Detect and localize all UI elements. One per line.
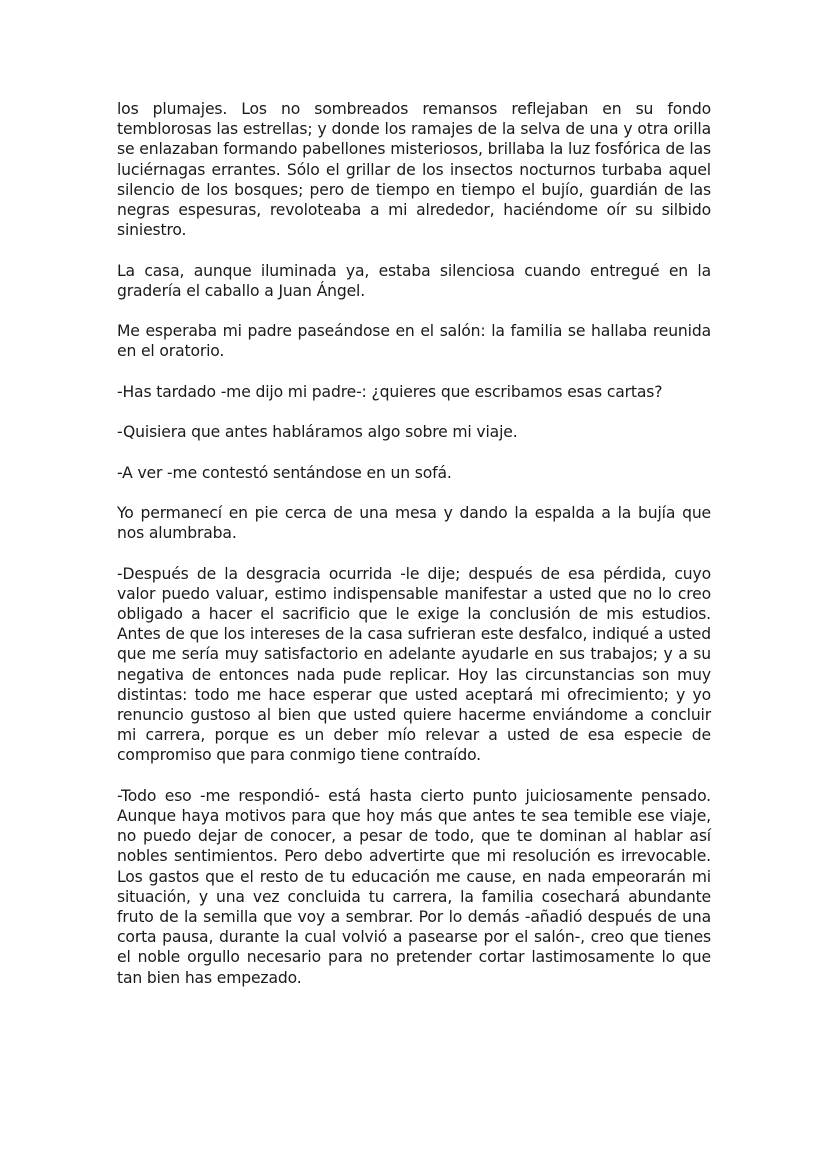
paragraph-dialogue-sofa: -A ver -me contestó sentándose en un sofá. [117, 463, 452, 482]
paragraph-night-river: los plumajes. Los no sombreados remansos reflejaban en su fondo temblorosas las estrellas; y donde los ramajes de la selva de una y otra orilla se enlazaban formando pabellones misteriosos, brillaba la luz fosfórica de las luciérnagas errantes. Sólo el grillar de los insectos nocturnos turbaba aquel silencio de los bosques; pero de tiempo en tiempo el bujío, guardián de las negras espesuras, revoloteaba a mi alrededor, haciéndome oír su silbido siniestro. [117, 100, 711, 240]
paragraph-standing: Yo permanecí en pie cerca de una mesa y dando la espalda a la bujía que nos alumbraba. [117, 503, 711, 543]
paragraph-house-arrival: La casa, aunque iluminada ya, estaba silenciosa cuando entregué en la gradería el caballo a Juan Ángel. [117, 261, 711, 300]
paragraph-dialogue-letters: -Has tardado -me dijo mi padre-: ¿quieres que escribamos esas cartas? [117, 382, 663, 401]
paragraph-father-reply: -Todo eso -me respondió- está hasta cierto punto juiciosamente pensado. Aunque haya motivos para que hoy más que antes te sea temible ese viaje, no puedo dejar de conocer, a pesar de todo, que te dominan al hablar así nobles sentimientos. Pero debo advertirte que mi resolución es irrevocable. Los gastos que el resto de tu educación me cause, en nada empeorarán mi situación, y una vez concluida tu carrera, la familia cosechará abundante fruto de la semilla que voy a sembrar. Por lo demás -añadió después de una corta pausa, durante la cual volvió a pasearse por el salón-, creo que tienes el noble orgullo necesario para no pretender cortar lastimosamente lo que tan bien has empezado. [117, 786, 711, 987]
document-page [117, 99, 711, 1008]
paragraph-son-offer: -Después de la desgracia ocurrida -le dije; después de esa pérdida, cuyo valor puedo valuar, estimo indispensable manifestar a usted que no lo creo obligado a hacer el sacrificio que le exige la conclusión de mis estudios. Antes de que los intereses de la casa sufrieran este desfalco, indiqué a usted que me sería muy satisfactorio en adelante ayudarle en sus trabajos; y a su negativa de entonces nada pude replicar. Hoy las circunstancias son muy distintas: todo me hace esperar que usted aceptará mi ofrecimiento; y yo renuncio gustoso al bien que usted quiere hacerme enviándome a concluir mi carrera, porque es un deber mío relevar a usted de esa especie de compromiso que para conmigo tiene contraído. [117, 564, 711, 765]
paragraph-dialogue-trip: -Quisiera que antes habláramos algo sobre mi viaje. [117, 423, 518, 442]
paragraph-father-waiting: Me esperaba mi padre paseándose en el salón: la familia se hallaba reunida en el oratorio. [117, 322, 711, 361]
